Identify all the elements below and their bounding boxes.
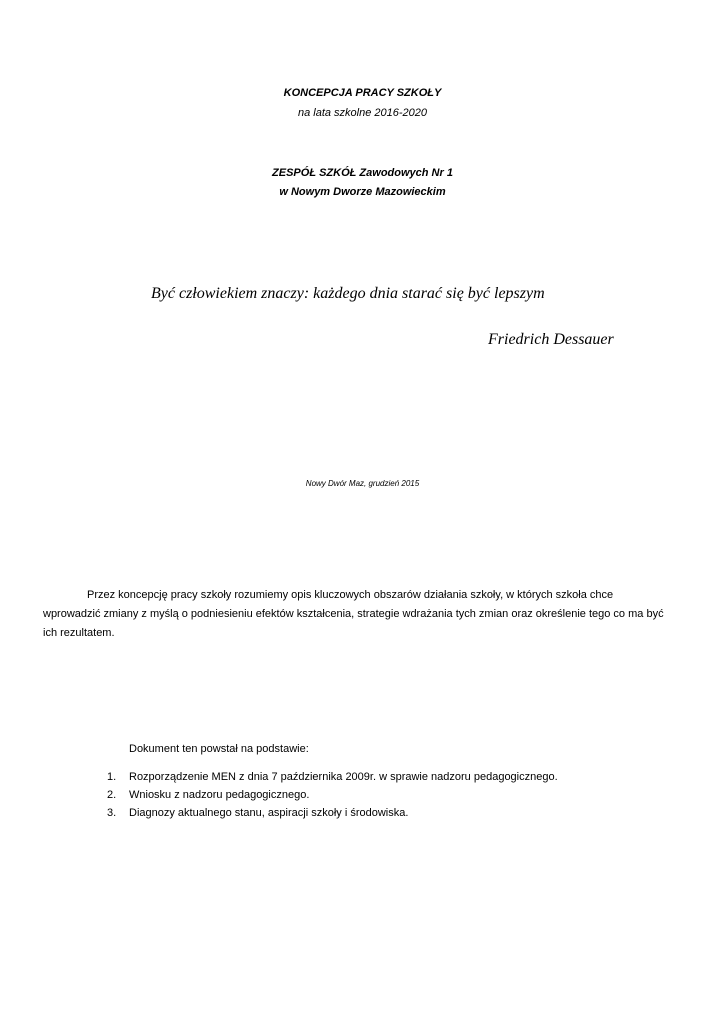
intro-paragraph-line1: Przez koncepcję pracy szkoły rozumiemy opis kluczowych obszarów działania szkoły, w których szkoła chce — [87, 589, 614, 601]
basis-intro: Dokument ten powstał na podstawie: — [129, 743, 309, 755]
intro-paragraph-line3: ich rezultatem. — [43, 627, 115, 639]
list-item-text: Diagnozy aktualnego stanu, aspiracji szkoły i środowiska. — [129, 807, 409, 819]
intro-paragraph-line2: wprowadzić zmiany z myślą o podniesieniu efektów kształcenia, strategie wdrażania tych zmian oraz określenie tego co ma być — [43, 608, 664, 620]
list-item-text: Wniosku z nadzoru pedagogicznego. — [129, 789, 310, 801]
school-location: w Nowym Dworze Mazowieckim — [279, 186, 446, 198]
list-item-number: 1. — [107, 771, 117, 783]
list-item-number: 2. — [107, 789, 117, 801]
motto-author: Friedrich Dessauer — [488, 331, 614, 348]
list-item-text: Rozporządzenie MEN z dnia 7 października 2009r. w sprawie nadzoru pedagogicznego. — [129, 771, 558, 783]
place-and-date: Nowy Dwór Maz, grudzień 2015 — [305, 479, 420, 488]
document-title: KONCEPCJA PRACY SZKOŁY — [283, 87, 442, 99]
motto-quote: Być człowiekiem znaczy: każdego dnia starać się być lepszym — [151, 285, 545, 302]
document-subtitle: na lata szkolne 2016-2020 — [297, 107, 428, 119]
list-item-number: 3. — [107, 807, 117, 819]
school-name: ZESPÓŁ SZKÓŁ Zawodowych Nr 1 — [272, 167, 453, 179]
